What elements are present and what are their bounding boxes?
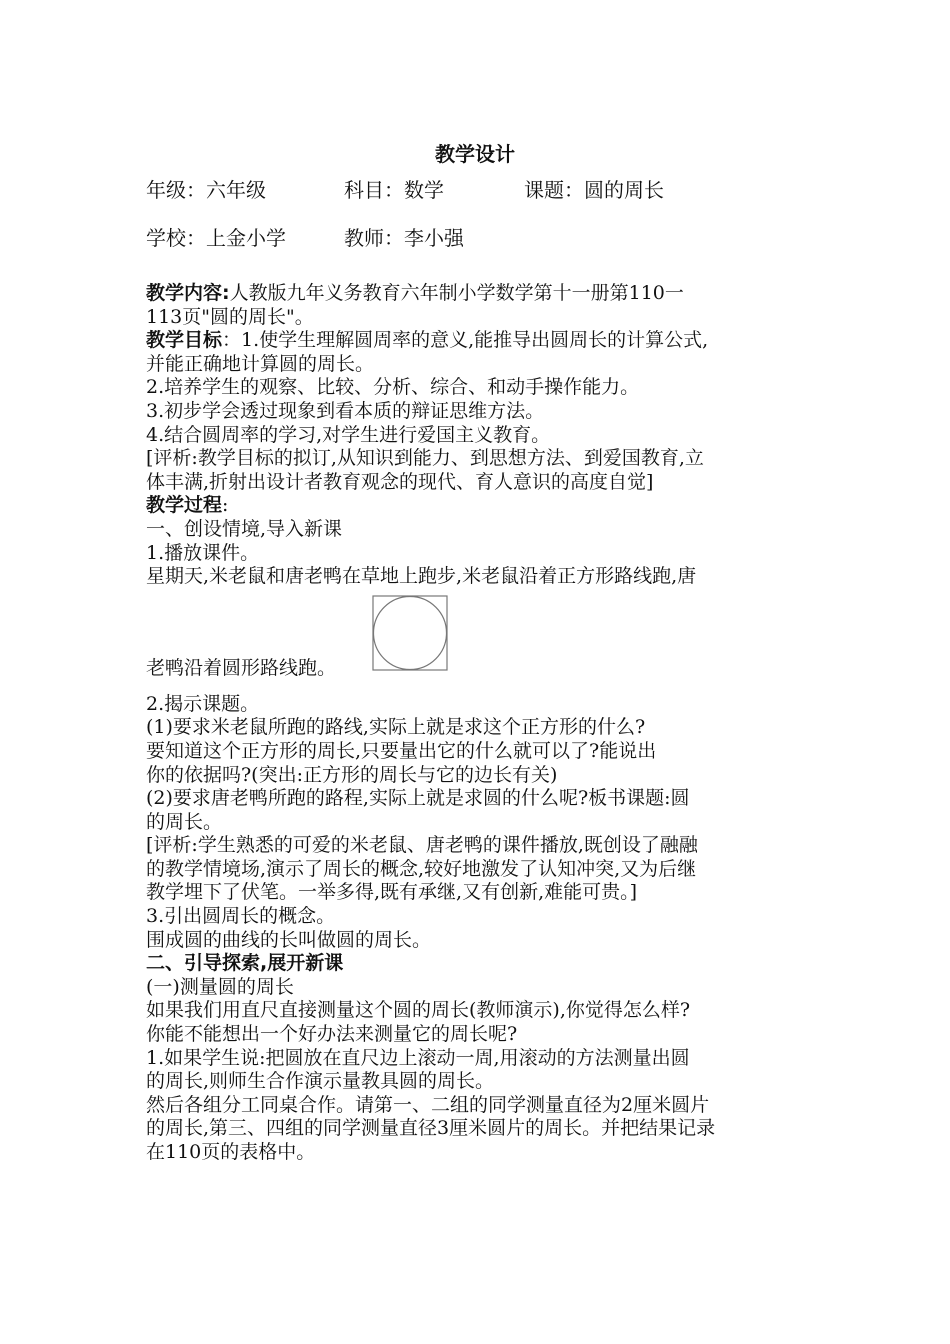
- goal-2: 2.培养学生的观察、比较、分析、综合、和动手操作能力。: [146, 376, 640, 399]
- question-1c: 你的依据吗?(突出:正方形的周长与它的边长有关): [146, 763, 558, 786]
- section-2-heading: 二、引导探索,展开新课: [146, 952, 344, 975]
- document-body: [146, 282, 806, 1165]
- measure-line-3: 1.如果学生说:把圆放在直尺边上滚动一周,用滚动的方法测量出圆: [146, 1046, 690, 1069]
- review-1: [评析:学生熟悉的可爱的米老鼠、唐老鸭的课件播放,既创设了融融: [146, 834, 698, 857]
- review-3: 教学埋下了伏笔。一举多得,既有承继,又有创新,难能可贵。]: [146, 881, 638, 904]
- process-heading: 教学过程:: [146, 494, 229, 517]
- goals-line-2: 并能正确地计算圆的周长。: [146, 352, 375, 375]
- section-1-item-1: 1.播放课件。: [146, 541, 260, 564]
- school-field: 学校：上金小学: [146, 226, 286, 250]
- content-label: 教学内容:: [146, 282, 230, 304]
- goal-4: 4.结合圆周率的学习,对学生进行爱国主义教育。: [146, 423, 551, 446]
- measure-line-7: 在110页的表格中。: [146, 1141, 316, 1163]
- story-line-2: 老鸭沿着圆形路线跑。: [146, 657, 337, 680]
- review-2: 的教学情境场,演示了周长的概念,较好地激发了认知冲突,又为后继: [146, 857, 697, 880]
- content-line-1: 教学内容:人教版九年义务教育六年制小学数学第十一册第110一: [146, 282, 684, 304]
- question-2b: 的周长。: [146, 810, 223, 833]
- subject-field: 科目：数学: [344, 178, 444, 202]
- section-1-heading: 一、创设情境,导入新课: [146, 517, 343, 540]
- circle-shape: [374, 596, 447, 669]
- section-1-item-3: 3.引出圆周长的概念。: [146, 905, 336, 928]
- question-1a: (1)要求米老鼠所跑的路线,实际上就是求这个正方形的什么?: [146, 716, 646, 739]
- question-2a: (2)要求唐老鸭所跑的路程,实际上就是求圆的什么呢?板书课题:圆: [146, 787, 690, 810]
- teacher-field: 教师：李小强: [344, 226, 464, 250]
- topic-field: 课题：圆的周长: [524, 178, 664, 202]
- meta-row-1: [146, 174, 664, 203]
- document-title: 教学设计: [435, 142, 515, 166]
- grade-field: 年级：六年级: [146, 178, 266, 202]
- goal-3: 3.初步学会透过现象到看本质的辩证思维方法。: [146, 399, 545, 422]
- story-line-1: 星期天,米老鼠和唐老鸭在草地上跑步,米老鼠沿着正方形路线跑,唐: [146, 565, 697, 588]
- process-label: 教学过程: [146, 494, 223, 517]
- goals-line-1: 教学目标：1.使学生理解圆周率的意义,能推导出圆周长的计算公式,: [146, 329, 709, 352]
- question-1b: 要知道这个正方形的周长,只要量出它的什么就可以了?能说出: [146, 739, 657, 762]
- measure-line-2: 你能不能想出一个好办法来测量它的周长呢?: [146, 1023, 518, 1046]
- square-circle-figure: [372, 595, 448, 671]
- section-2-sub-1: (一)测量圆的周长: [146, 975, 294, 998]
- section-1-item-2: 2.揭示课题。: [146, 692, 260, 715]
- measure-line-6: 的周长,第三、四组的同学测量直径3厘米圆片的周长。并把结果记录: [146, 1117, 716, 1140]
- measure-line-4: 的周长,则师生合作演示量教具圆的周长。: [146, 1070, 495, 1093]
- definition-line: 围成圆的曲线的长叫做圆的周长。: [146, 928, 432, 951]
- goals-label: 教学目标: [146, 329, 223, 352]
- measure-line-1: 如果我们用直尺直接测量这个圆的周长(教师演示),你觉得怎么样?: [146, 999, 691, 1022]
- content-line-2: 113页"圆的周长"。: [146, 305, 314, 328]
- meta-row-2: [146, 222, 464, 251]
- measure-line-5: 然后各组分工同桌合作。请第一、二组的同学测量直径为2厘米圆片: [146, 1093, 710, 1116]
- goals-review-1: [评析:教学目标的拟订,从知识到能力、到思想方法、到爱国教育,立: [146, 447, 704, 470]
- goals-review-2: 体丰满,折射出设计者教育观念的现代、育人意识的高度自觉]: [146, 470, 654, 493]
- story-figure-line: [146, 589, 806, 681]
